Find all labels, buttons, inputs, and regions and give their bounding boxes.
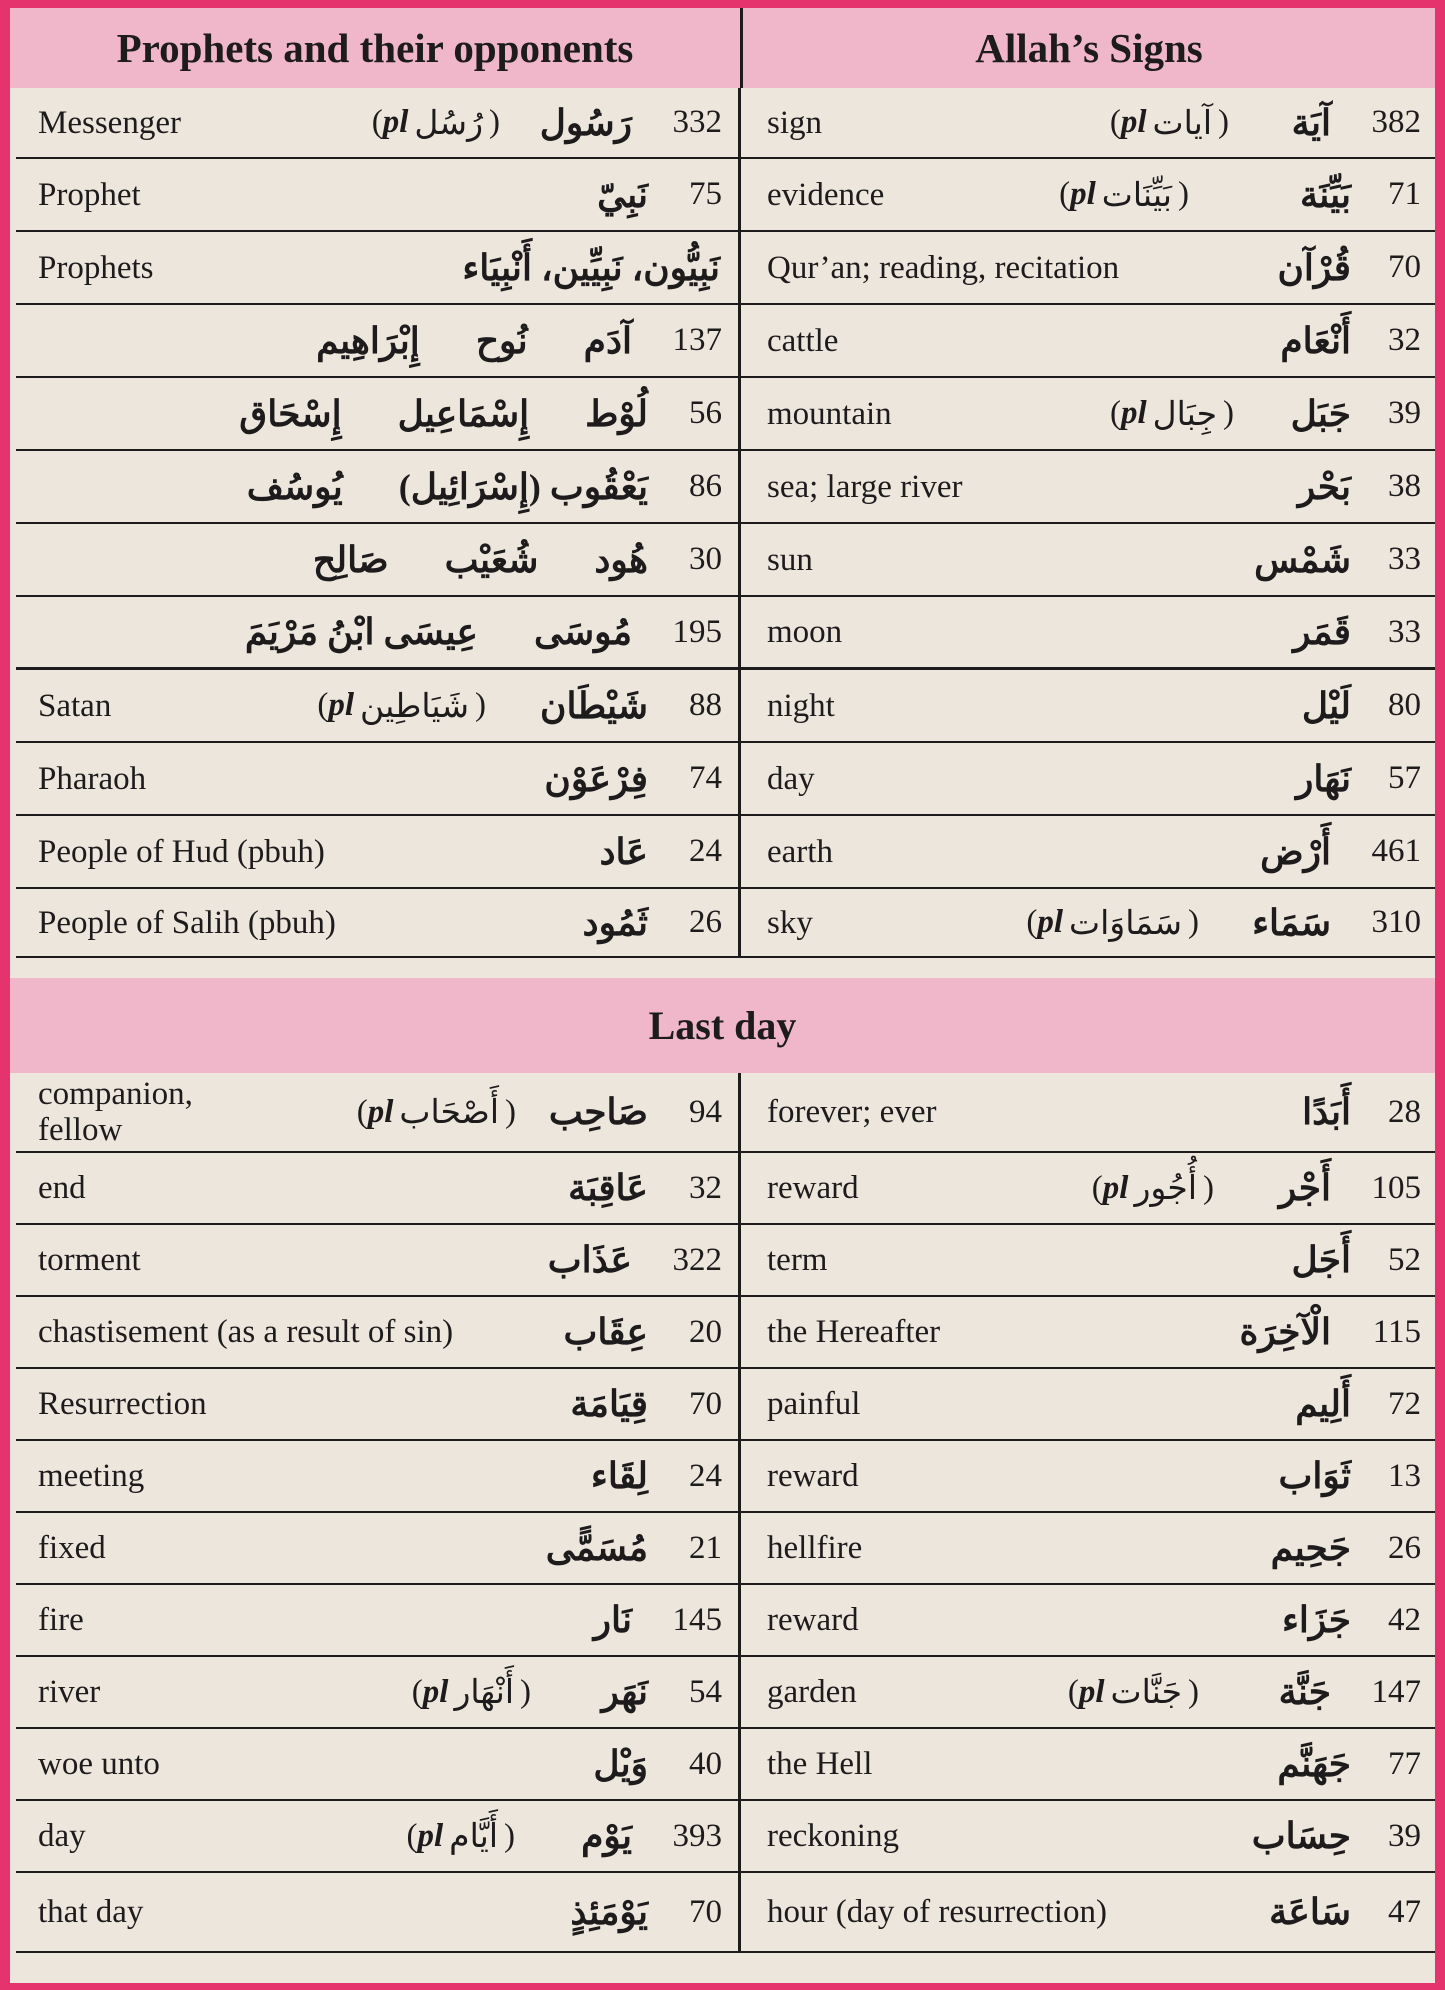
plural-form	[1068, 1657, 1199, 1727]
plural-label: pl	[417, 1817, 444, 1854]
english-meaning: hour (day of resurrection)	[767, 1894, 1107, 1930]
english-meaning: garden	[767, 1674, 857, 1710]
frequency-count: 21	[689, 1529, 722, 1566]
plural-paren: )	[1218, 104, 1229, 140]
section-title-signs: Allah’s Signs	[975, 25, 1203, 71]
plural-label: pl	[1070, 176, 1096, 212]
frequency-count: 56	[689, 395, 722, 431]
arabic-word: شَيْطَان	[540, 685, 648, 726]
prophet-name: إِسْمَاعِيل	[397, 393, 530, 434]
entry-r	[741, 1297, 1435, 1367]
plural-word: أُجُور	[1134, 1171, 1197, 1207]
frequency-count: 195	[672, 613, 722, 650]
arabic-word: جَنَّة	[1278, 1672, 1331, 1712]
plural-form	[1059, 159, 1189, 230]
arabic-word: قُرْآن	[1277, 247, 1351, 288]
section-title-last-day: Last day	[648, 1003, 797, 1048]
vocabulary-page	[10, 8, 1435, 1983]
english-meaning-line: fellow	[38, 1112, 123, 1148]
plural-paren: (	[1091, 1169, 1103, 1206]
plural-word: رُسُل	[414, 105, 483, 142]
english-meaning: river	[38, 1674, 101, 1710]
section2-header	[10, 978, 1435, 1073]
english-meaning: People of Salih (pbuh)	[38, 904, 336, 941]
english-meaning: Pharaoh	[38, 760, 147, 797]
frequency-count: 13	[1388, 1457, 1421, 1494]
plural-word: سَمَاوَات	[1069, 905, 1182, 942]
entry-r	[741, 1369, 1435, 1439]
plural-paren: (	[1026, 904, 1038, 940]
english-meaning: sign	[767, 104, 823, 141]
frequency-count: 42	[1388, 1601, 1421, 1638]
frequency-count: 74	[689, 760, 722, 796]
table-row	[16, 743, 1435, 816]
arabic-word: فِرْعَوْن	[544, 758, 648, 799]
english-meaning: chastisement (as a result of sin)	[38, 1314, 454, 1350]
plural-word: آيات	[1152, 105, 1212, 142]
arabic-word: عَاقِبَة	[568, 1168, 648, 1208]
english-meaning: Prophets	[38, 249, 154, 286]
arabic-word: نَبِيُّون، نَبِيِّين، أَنْبِيَاء	[462, 247, 720, 288]
english-meaning: end	[38, 1170, 86, 1206]
arabic-word: لِقَاء	[590, 1456, 648, 1496]
table-row	[16, 816, 1435, 889]
table-row	[16, 451, 1435, 524]
frequency-count: 54	[689, 1673, 722, 1710]
plural-form	[372, 88, 500, 157]
table-row	[16, 1225, 1435, 1297]
arabic-word: بَحْر	[1297, 466, 1351, 507]
frequency-count: 310	[1371, 904, 1421, 940]
entry-l	[16, 305, 738, 376]
plural-label: pl	[1102, 1169, 1129, 1206]
plural-paren: (	[317, 687, 329, 723]
plural-label: pl	[1120, 395, 1147, 431]
entry-r	[741, 743, 1435, 814]
prophet-names	[247, 451, 648, 522]
frequency-count: 57	[1388, 760, 1421, 796]
plural-paren: )	[505, 1093, 516, 1130]
prophet-name: شُعَيْب	[444, 539, 539, 580]
prophet-name: يَعْقُوب (إِسْرَائِيل)	[398, 466, 648, 507]
plural-word: أَصْحَاب	[399, 1095, 499, 1131]
plural-label: pl	[328, 687, 354, 723]
arabic-word: بَيِّنَة	[1299, 174, 1351, 215]
table-row	[16, 159, 1435, 232]
section1-header-divider	[740, 8, 743, 88]
entry-l	[16, 1729, 738, 1799]
frequency-count: 38	[1388, 468, 1421, 504]
plural-paren: (	[1067, 1673, 1079, 1710]
entry-r	[741, 378, 1435, 449]
table-row	[16, 305, 1435, 378]
english-meaning: reward	[767, 1170, 859, 1206]
frequency-count: 30	[689, 541, 722, 577]
plural-label: pl	[422, 1673, 449, 1710]
table-row	[16, 670, 1435, 743]
entry-l	[16, 1657, 738, 1727]
section-title-prophets: Prophets and their opponents	[116, 25, 634, 71]
frequency-count: 115	[1372, 1313, 1421, 1350]
english-meaning: fixed	[38, 1530, 106, 1566]
frequency-count: 70	[1388, 249, 1421, 285]
arabic-word: عَذَاب	[547, 1240, 632, 1280]
arabic-word: قِيَامَة	[570, 1384, 648, 1424]
table-row	[16, 1441, 1435, 1513]
plural-paren: (	[356, 1093, 368, 1130]
plural-paren: )	[1188, 904, 1199, 940]
plural-paren: (	[1059, 176, 1071, 212]
frequency-count: 80	[1388, 687, 1421, 723]
arabic-word: لَيْل	[1301, 685, 1351, 726]
arabic-word: يَوْم	[581, 1816, 632, 1856]
plural-word: أَيَّام	[449, 1819, 498, 1855]
frequency-count: 39	[1388, 395, 1421, 431]
english-meaning: meeting	[38, 1458, 145, 1494]
arabic-word: الْآخِرَة	[1239, 1312, 1331, 1352]
table-row	[16, 1297, 1435, 1369]
english-meaning: moon	[767, 614, 843, 650]
plural-paren: )	[489, 104, 500, 140]
entry-l	[16, 451, 738, 522]
entry-r	[741, 1225, 1435, 1295]
frequency-count: 105	[1371, 1169, 1421, 1206]
english-meaning: reckoning	[767, 1818, 899, 1854]
english-meaning-line: companion,	[38, 1076, 193, 1112]
entry-l	[16, 1073, 738, 1151]
arabic-word: أَلِيم	[1295, 1384, 1351, 1424]
entry-r	[741, 1657, 1435, 1727]
english-meaning: the Hereafter	[767, 1314, 941, 1350]
arabic-word: نَهَر	[601, 1672, 648, 1712]
entry-r	[741, 1513, 1435, 1583]
arabic-word: يَوْمَئِذٍ	[570, 1892, 648, 1932]
prophet-name: مُوسَى	[533, 612, 632, 652]
plural-form	[406, 1801, 515, 1871]
english-meaning: sun	[767, 541, 813, 578]
prophet-name: إِسْحَاق	[239, 393, 342, 434]
arabic-word: أَجَل	[1291, 1240, 1351, 1280]
frequency-count: 86	[689, 468, 722, 504]
plural-paren: (	[411, 1673, 423, 1710]
entry-l	[16, 1801, 738, 1871]
entry-l	[16, 524, 738, 595]
frequency-count: 147	[1371, 1673, 1421, 1710]
english-meaning: reward	[767, 1602, 859, 1638]
arabic-word: آيَة	[1291, 102, 1331, 143]
prophet-name: صَالِح	[312, 539, 389, 580]
arabic-word: شَمْس	[1254, 539, 1351, 580]
prophets-signs-table	[16, 88, 1435, 978]
last-day-table	[16, 1073, 1435, 1983]
english-meaning: day	[767, 760, 815, 797]
frequency-count: 32	[689, 1169, 722, 1206]
entry-r	[741, 451, 1435, 522]
entry-l	[16, 232, 738, 303]
english-meaning: Resurrection	[38, 1386, 207, 1422]
plural-paren: (	[1109, 395, 1121, 431]
entry-l	[16, 1369, 738, 1439]
frequency-count: 72	[1388, 1385, 1421, 1422]
entry-r	[741, 670, 1435, 741]
frequency-count: 88	[689, 687, 722, 723]
entry-r	[741, 1441, 1435, 1511]
arabic-word: جَحِيم	[1270, 1528, 1351, 1568]
frequency-count: 24	[689, 833, 722, 869]
entry-l	[16, 1873, 738, 1951]
prophet-name: نُوح	[475, 320, 528, 361]
entry-r	[741, 1153, 1435, 1223]
frequency-count: 40	[689, 1745, 722, 1782]
entry-r	[741, 159, 1435, 230]
entry-r	[741, 889, 1435, 956]
entry-l	[16, 889, 738, 956]
english-meaning: Messenger	[38, 104, 181, 141]
english-meaning: term	[767, 1242, 828, 1278]
frequency-count: 382	[1371, 104, 1421, 140]
plural-form	[357, 1073, 516, 1151]
plural-word: بَيِّنَات	[1101, 177, 1172, 214]
english-meaning: People of Hud (pbuh)	[38, 833, 325, 870]
english-meaning: mountain	[767, 395, 892, 432]
entry-l	[16, 378, 738, 449]
english-meaning: earth	[767, 833, 833, 870]
table-row	[16, 1657, 1435, 1729]
frequency-count: 33	[1388, 613, 1421, 650]
arabic-word: وَيْل	[593, 1744, 648, 1784]
english-meaning: day	[38, 1818, 86, 1854]
english-meaning: night	[767, 687, 835, 724]
prophet-names	[313, 524, 648, 595]
prophet-name: إِبْرَاهِيم	[316, 320, 420, 361]
plural-form	[317, 670, 486, 741]
arabic-word: قَمَر	[1293, 612, 1351, 652]
plural-paren: )	[520, 1673, 531, 1710]
frequency-count: 75	[689, 176, 722, 212]
arabic-word: سَاعَة	[1269, 1892, 1351, 1932]
prophet-name: لُوْط	[585, 393, 648, 434]
table-row	[16, 232, 1435, 305]
english-meaning: Qur’an; reading, recitation	[767, 249, 1120, 286]
english-meaning: hellfire	[767, 1530, 863, 1566]
entry-l	[16, 1153, 738, 1223]
plural-paren: )	[504, 1817, 515, 1854]
frequency-count: 77	[1388, 1745, 1421, 1782]
entry-r	[741, 1801, 1435, 1871]
arabic-word: أَجْر	[1278, 1168, 1331, 1208]
entry-l	[16, 1225, 738, 1295]
arabic-word: جَبَل	[1290, 393, 1351, 434]
plural-label: pl	[1078, 1673, 1105, 1710]
english-meaning: woe unto	[38, 1746, 160, 1782]
table-row	[16, 1369, 1435, 1441]
prophet-name: هُود	[594, 539, 648, 580]
frequency-count: 26	[689, 904, 722, 940]
arabic-word: نَبِيّ	[597, 174, 648, 215]
table-row	[16, 1153, 1435, 1225]
arabic-word: نَهَار	[1296, 758, 1351, 799]
entry-l	[16, 743, 738, 814]
arabic-word: صَاحِب	[548, 1092, 648, 1132]
arabic-word: حِسَاب	[1251, 1816, 1351, 1856]
entry-l	[16, 670, 738, 741]
table-row	[16, 1073, 1435, 1153]
entry-r	[741, 1873, 1435, 1951]
entry-l	[16, 88, 738, 157]
prophet-name: آدَم	[583, 320, 632, 361]
plural-form	[1110, 88, 1229, 157]
entry-r	[741, 1073, 1435, 1151]
arabic-word: رَسُول	[539, 102, 632, 143]
entry-r	[741, 88, 1435, 157]
prophet-names	[245, 597, 632, 667]
frequency-count: 322	[672, 1241, 722, 1278]
table-row	[16, 1513, 1435, 1585]
arabic-word: عِقَاب	[563, 1312, 648, 1352]
arabic-word: جَهَنَّم	[1277, 1744, 1351, 1784]
table-row	[16, 88, 1435, 159]
prophet-names	[316, 305, 632, 376]
plural-word: جِبَال	[1152, 396, 1217, 433]
plural-word: أَنْهَار	[454, 1675, 514, 1711]
frequency-count: 332	[672, 104, 722, 140]
english-meaning: torment	[38, 1242, 141, 1278]
english-meaning: painful	[767, 1386, 861, 1422]
table-row	[16, 524, 1435, 597]
entry-r	[741, 597, 1435, 667]
plural-paren: )	[1178, 176, 1189, 212]
arabic-word: سَمَاء	[1252, 902, 1331, 943]
table-row	[16, 597, 1435, 670]
entry-r	[741, 1585, 1435, 1655]
plural-form	[1092, 1153, 1214, 1223]
plural-paren: )	[1188, 1673, 1199, 1710]
arabic-word: عَاد	[599, 831, 648, 872]
entry-r	[741, 1729, 1435, 1799]
english-meaning: fire	[38, 1602, 84, 1638]
table-row	[16, 1873, 1435, 1953]
frequency-count: 70	[689, 1893, 722, 1930]
entry-r	[741, 232, 1435, 303]
plural-form	[1026, 889, 1199, 956]
table-row	[16, 378, 1435, 451]
english-meaning: sky	[767, 904, 813, 941]
column-divider	[738, 88, 741, 958]
arabic-word: ثَوَاب	[1278, 1456, 1351, 1496]
plural-form	[1110, 378, 1234, 449]
arabic-word: جَزَاء	[1281, 1600, 1351, 1640]
entry-l	[16, 1297, 738, 1367]
entry-l	[16, 1513, 738, 1583]
plural-label: pl	[1037, 904, 1064, 940]
frequency-count: 32	[1388, 322, 1421, 358]
entry-l	[16, 159, 738, 230]
frequency-count: 47	[1388, 1893, 1421, 1930]
plural-label: pl	[1120, 104, 1147, 140]
plural-paren: )	[1203, 1169, 1214, 1206]
plural-label: pl	[367, 1093, 394, 1130]
table-row	[16, 1801, 1435, 1873]
table-row	[16, 1585, 1435, 1657]
plural-paren: (	[371, 104, 383, 140]
frequency-count: 28	[1388, 1093, 1421, 1130]
plural-paren: )	[1223, 395, 1234, 431]
entry-l	[16, 1441, 738, 1511]
arabic-word: أَنْعَام	[1280, 320, 1351, 361]
entry-r	[741, 816, 1435, 887]
prophet-name: يُوسُف	[246, 466, 343, 507]
english-meaning: evidence	[767, 176, 885, 213]
column-divider	[738, 1073, 741, 1953]
frequency-count: 52	[1388, 1241, 1421, 1278]
english-meaning: the Hell	[767, 1746, 873, 1782]
prophet-names	[239, 378, 648, 449]
frequency-count: 137	[672, 322, 722, 358]
english-meaning: reward	[767, 1458, 859, 1494]
entry-l	[16, 816, 738, 887]
english-meaning: Satan	[38, 687, 112, 724]
plural-paren: (	[406, 1817, 418, 1854]
frequency-count: 26	[1388, 1529, 1421, 1566]
plural-paren: )	[475, 687, 486, 723]
arabic-word: أَبَدًا	[1302, 1092, 1351, 1132]
frequency-count: 71	[1388, 176, 1421, 212]
entry-l	[16, 597, 738, 667]
arabic-word: نَار	[593, 1600, 632, 1640]
prophet-name: عِيسَى ابْنُ مَرْيَمَ	[244, 612, 478, 652]
arabic-word: أَرْض	[1260, 831, 1331, 872]
english-meaning: Prophet	[38, 176, 141, 213]
entry-r	[741, 524, 1435, 595]
english-meaning	[38, 1073, 193, 1151]
table-row	[16, 889, 1435, 958]
frequency-count: 94	[689, 1093, 722, 1130]
entry-l	[16, 1585, 738, 1655]
plural-label: pl	[382, 104, 409, 140]
frequency-count: 39	[1388, 1817, 1421, 1854]
english-meaning: that day	[38, 1894, 144, 1930]
english-meaning: cattle	[767, 322, 839, 359]
frequency-count: 33	[1388, 541, 1421, 577]
frequency-count: 70	[689, 1385, 722, 1422]
arabic-word: مُسَمًّى	[545, 1528, 648, 1568]
plural-word: جَنَّات	[1110, 1675, 1182, 1711]
plural-word: شَيَاطِين	[359, 688, 469, 725]
frequency-count: 393	[672, 1817, 722, 1854]
frequency-count: 145	[672, 1601, 722, 1638]
plural-form	[412, 1657, 531, 1727]
english-meaning: sea; large river	[767, 468, 963, 505]
frequency-count: 461	[1371, 833, 1421, 869]
section1-header	[10, 8, 1435, 88]
frequency-count: 24	[689, 1457, 722, 1494]
english-meaning: forever; ever	[767, 1094, 937, 1130]
arabic-word: ثَمُود	[582, 902, 648, 943]
plural-paren: (	[1109, 104, 1121, 140]
frequency-count: 20	[689, 1313, 722, 1350]
table-row	[16, 1729, 1435, 1801]
entry-r	[741, 305, 1435, 376]
